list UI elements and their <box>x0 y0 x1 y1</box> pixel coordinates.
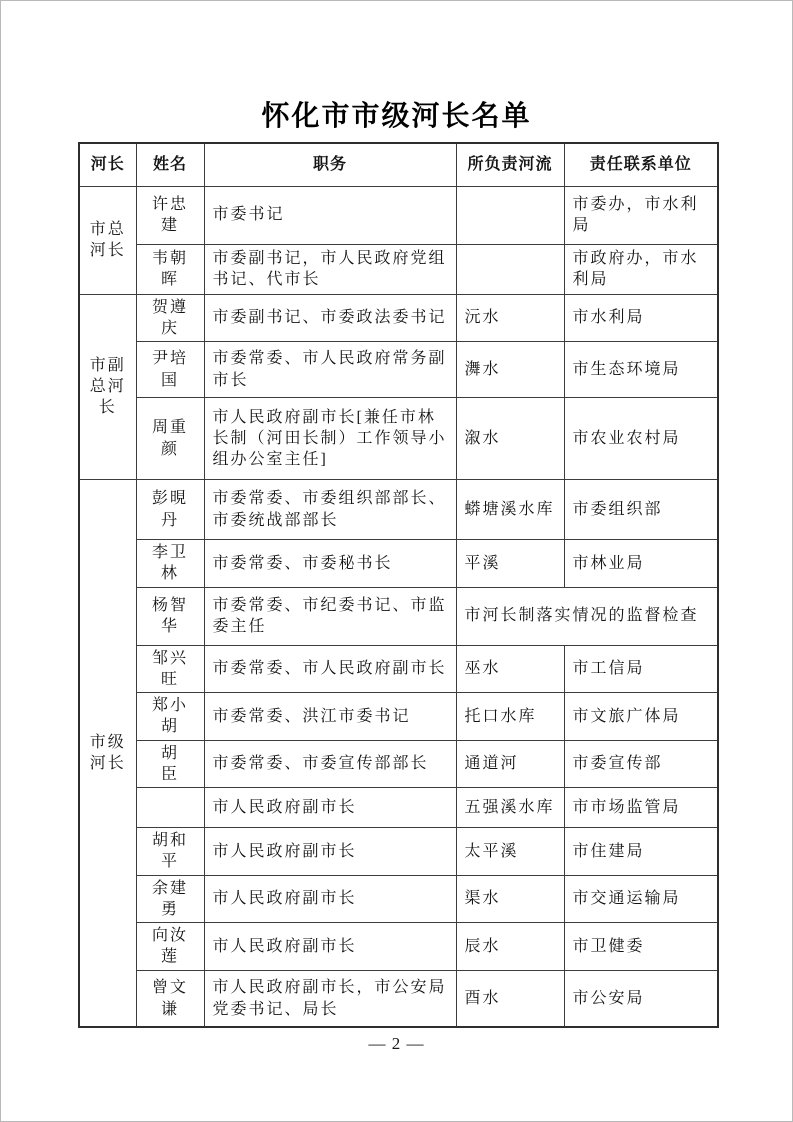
column-header-river: 所负责河流 <box>456 143 564 186</box>
cell-river: 巫水 <box>456 645 564 693</box>
table-row <box>79 186 718 244</box>
rowgroup-label-deputy-general-chief: 市副总河长 <box>79 294 136 480</box>
table-row <box>79 244 718 294</box>
cell-river: 通道河 <box>456 740 564 788</box>
cell-position: 市人民政府副市长 <box>204 875 456 923</box>
cell-position: 市委常委、市人民政府常务副市长 <box>204 342 456 398</box>
cell-position: 市委常委、市委组织部部长、市委统战部部长 <box>204 480 456 540</box>
table-row <box>79 398 718 480</box>
cell-position: 市人民政府副市长，市公安局党委书记、局长 <box>204 970 456 1027</box>
table-row <box>79 923 718 971</box>
table-row <box>79 875 718 923</box>
cell-position: 市委常委、市委秘书长 <box>204 540 456 588</box>
column-header-chief: 河长 <box>79 143 136 186</box>
cell-river <box>456 186 564 244</box>
cell-unit: 市交通运输局 <box>564 875 718 923</box>
table-row <box>79 294 718 342</box>
cell-river: 酉水 <box>456 970 564 1027</box>
rowgroup-label-general-chief: 市总河长 <box>79 186 136 294</box>
column-header-unit: 责任联系单位 <box>564 143 718 186</box>
table-row <box>79 342 718 398</box>
column-header-position: 职务 <box>204 143 456 186</box>
cell-name: 尹培国 <box>136 342 204 398</box>
table-row <box>79 740 718 788</box>
cell-name: 贺遵庆 <box>136 294 204 342</box>
cell-river: 太平溪 <box>456 828 564 876</box>
cell-name: 李卫林 <box>136 540 204 588</box>
cell-name: 胡和平 <box>136 828 204 876</box>
table-row <box>79 693 718 741</box>
table-row <box>79 970 718 1027</box>
cell-unit: 市林业局 <box>564 540 718 588</box>
cell-river: 辰水 <box>456 923 564 971</box>
cell-name: 向汝莲 <box>136 923 204 971</box>
table-row <box>79 540 718 588</box>
cell-position: 市委常委、市委宣传部部长 <box>204 740 456 788</box>
cell-unit: 市卫健委 <box>564 923 718 971</box>
cell-name: 邹兴旺 <box>136 645 204 693</box>
cell-unit: 市生态环境局 <box>564 342 718 398</box>
cell-river: 㵲水 <box>456 342 564 398</box>
cell-unit: 市工信局 <box>564 645 718 693</box>
rowgroup-label-municipal-chief: 市级河长 <box>79 480 136 1028</box>
cell-river: 五强溪水库 <box>456 788 564 828</box>
cell-river: 托口水库 <box>456 693 564 741</box>
cell-position: 市委副书记，市人民政府党组书记、代市长 <box>204 244 456 294</box>
cell-position: 市人民政府副市长[兼任市林长制（河田长制）工作领导小组办公室主任] <box>204 398 456 480</box>
cell-name: 彭晛丹 <box>136 480 204 540</box>
table-header-row <box>79 143 718 186</box>
cell-river <box>456 244 564 294</box>
page-title: 怀化市市级河长名单 <box>261 100 532 131</box>
cell-name: 胡 臣 <box>136 740 204 788</box>
cell-position: 市委副书记、市委政法委书记 <box>204 294 456 342</box>
cell-river: 溆水 <box>456 398 564 480</box>
table-row <box>79 480 718 540</box>
cell-unit: 市文旅广体局 <box>564 693 718 741</box>
cell-position: 市人民政府副市长 <box>204 828 456 876</box>
cell-name: 许忠建 <box>136 186 204 244</box>
river-chiefs-table <box>78 142 719 1028</box>
cell-position: 市人民政府副市长 <box>204 788 456 828</box>
cell-name: 韦朝晖 <box>136 244 204 294</box>
cell-unit: 市政府办，市水利局 <box>564 244 718 294</box>
cell-name: 周重颜 <box>136 398 204 480</box>
cell-river: 沅水 <box>456 294 564 342</box>
cell-unit: 市住建局 <box>564 828 718 876</box>
cell-position: 市委常委、市人民政府副市长 <box>204 645 456 693</box>
cell-name: 余建勇 <box>136 875 204 923</box>
cell-position: 市委常委、市纪委书记、市监委主任 <box>204 587 456 645</box>
cell-unit: 市委组织部 <box>564 480 718 540</box>
cell-unit: 市农业农村局 <box>564 398 718 480</box>
cell-name <box>136 788 204 828</box>
cell-position: 市委书记 <box>204 186 456 244</box>
cell-unit: 市水利局 <box>564 294 718 342</box>
cell-river: 平溪 <box>456 540 564 588</box>
cell-unit: 市公安局 <box>564 970 718 1027</box>
table-row <box>79 788 718 828</box>
cell-unit: 市委办，市水利局 <box>564 186 718 244</box>
cell-river: 蟒塘溪水库 <box>456 480 564 540</box>
cell-unit: 市市场监管局 <box>564 788 718 828</box>
cell-merged-note: 市河长制落实情况的监督检查 <box>456 587 718 645</box>
page-number: — 2 — <box>368 1034 425 1053</box>
cell-position: 市人民政府副市长 <box>204 923 456 971</box>
table-row <box>79 645 718 693</box>
cell-name: 曾文谦 <box>136 970 204 1027</box>
cell-name: 郑小胡 <box>136 693 204 741</box>
cell-unit: 市委宣传部 <box>564 740 718 788</box>
cell-position: 市委常委、洪江市委书记 <box>204 693 456 741</box>
cell-river: 渠水 <box>456 875 564 923</box>
table-row <box>79 587 718 645</box>
column-header-name: 姓名 <box>136 143 204 186</box>
table-row <box>79 828 718 876</box>
cell-name: 杨智华 <box>136 587 204 645</box>
